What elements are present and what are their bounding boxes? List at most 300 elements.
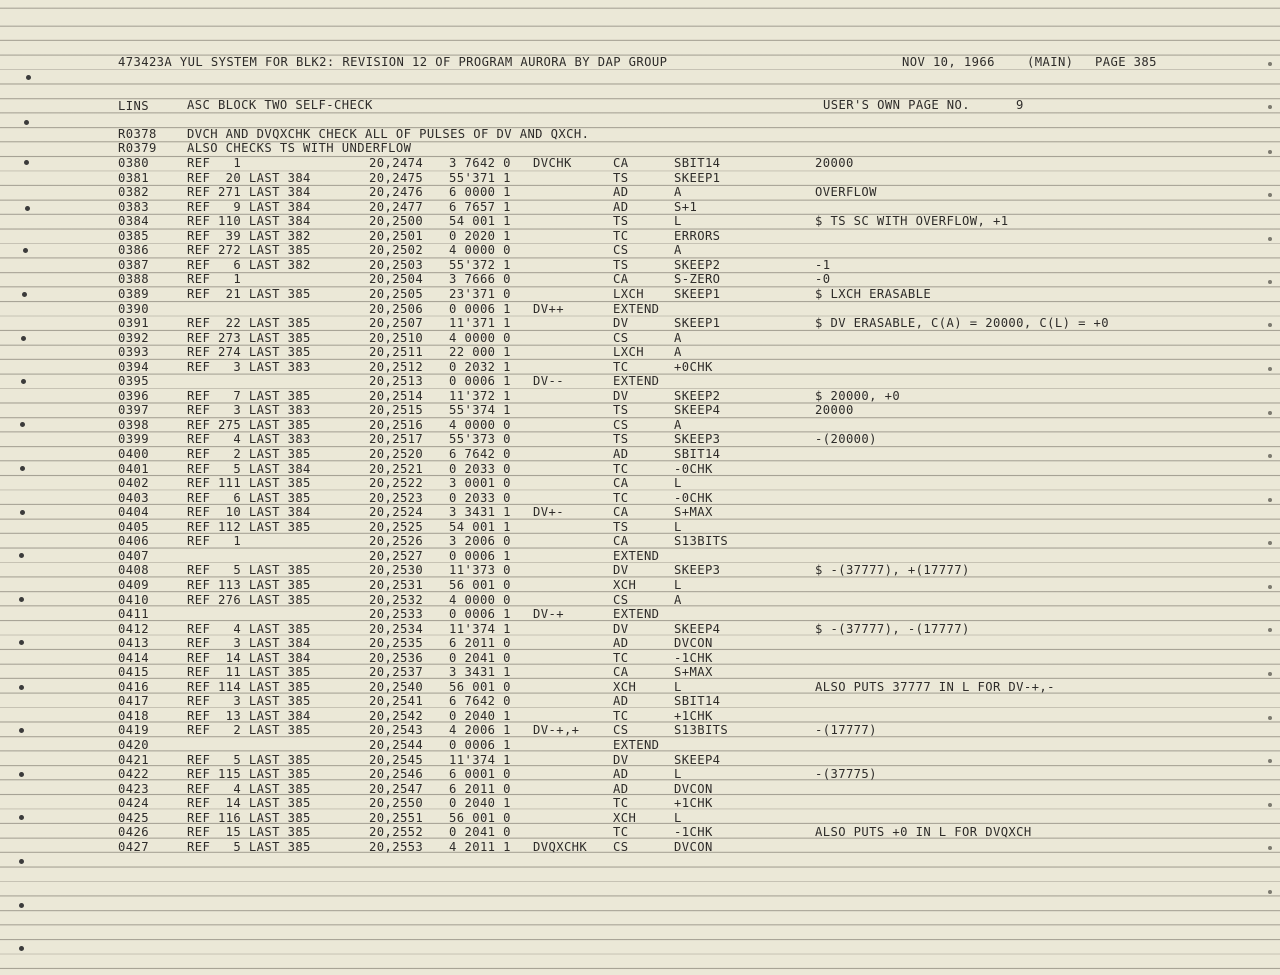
object-code: 23'371 0	[449, 286, 511, 301]
comment: ALSO PUTS +0 IN L FOR DVQXCH	[815, 825, 1032, 840]
address: 20,2516	[369, 417, 424, 432]
line-number: 0424	[118, 796, 149, 811]
address: 20,2502	[369, 243, 424, 258]
line-number: 0421	[118, 752, 149, 767]
object-code: 0 0006 1	[449, 548, 511, 563]
comment: $ TS SC WITH OVERFLOW, +1	[815, 214, 1009, 229]
object-code: 0 0006 1	[449, 301, 511, 316]
address: 20,2544	[369, 738, 424, 752]
object-code: 56 001 0	[449, 810, 511, 825]
opcode: CS	[613, 839, 629, 854]
listing-line	[0, 607, 1280, 622]
opcode: XCH	[613, 810, 637, 825]
operand: DVCON	[674, 636, 713, 651]
ref-column: REF 112 LAST 385	[187, 519, 311, 534]
address: 20,2532	[369, 592, 424, 607]
remark-line	[0, 127, 1280, 142]
opcode: CA	[613, 476, 629, 491]
line-number: 0412	[118, 621, 149, 636]
ref-column: REF 3 LAST 385	[187, 694, 311, 709]
line-number: 0400	[118, 447, 149, 461]
ref-column: REF 111 LAST 385	[187, 476, 311, 491]
operand: SBIT14	[674, 156, 721, 170]
operand: SKEEP4	[674, 621, 721, 636]
address: 20,2541	[369, 694, 424, 709]
listing-line	[0, 171, 1280, 186]
users-page-number: 9	[1016, 98, 1024, 112]
listing-line	[0, 331, 1280, 346]
opcode: AD	[613, 767, 629, 782]
object-code: 0 0006 1	[449, 738, 511, 752]
opcode: TC	[613, 650, 629, 665]
address: 20,2500	[369, 214, 424, 229]
ref-column: REF 5 LAST 385	[187, 839, 311, 854]
ref-column: REF 4 LAST 383	[187, 432, 311, 447]
listing-line	[0, 636, 1280, 651]
listing-line	[0, 767, 1280, 782]
line-number: 0383	[118, 199, 149, 214]
line-number: 0423	[118, 781, 149, 796]
operand: L	[674, 577, 682, 592]
line-number: 0385	[118, 228, 149, 243]
comment: $ 20000, +0	[815, 388, 901, 403]
comment: -0	[815, 272, 831, 287]
address: 20,2510	[369, 330, 424, 345]
ref-column: REF 1	[187, 534, 242, 549]
operand: SKEEP2	[674, 257, 721, 272]
remark-id: R0379	[118, 141, 157, 155]
line-number: 0408	[118, 563, 149, 578]
address: 20,2535	[369, 636, 424, 651]
operand: -0CHK	[674, 490, 713, 505]
operand: SKEEP3	[674, 432, 721, 447]
listing-line	[0, 549, 1280, 564]
opcode: CA	[613, 272, 629, 287]
object-code: 55'374 1	[449, 403, 511, 418]
object-code: 4 2011 1	[449, 839, 511, 854]
address: 20,2514	[369, 388, 424, 403]
log-section-heading: ASC BLOCK TWO SELF-CHECK	[187, 98, 373, 112]
operand: -1CHK	[674, 650, 713, 665]
listing-line	[0, 738, 1280, 753]
listing-line	[0, 578, 1280, 593]
opcode: XCH	[613, 679, 637, 694]
operand: SKEEP4	[674, 403, 721, 418]
ref-column: REF 5 LAST 384	[187, 461, 311, 476]
address: 20,2511	[369, 345, 424, 360]
ref-column: REF 115 LAST 385	[187, 767, 311, 782]
ref-column: REF 5 LAST 385	[187, 563, 311, 578]
opcode: DV	[613, 563, 629, 578]
address: 20,2515	[369, 403, 424, 418]
ref-column: REF 14 LAST 385	[187, 796, 311, 811]
listing-line	[0, 156, 1280, 171]
operand: SBIT14	[674, 447, 721, 461]
comment: OVERFLOW	[815, 185, 877, 200]
object-code: 3 3431 1	[449, 505, 511, 520]
object-code: 55'372 1	[449, 257, 511, 272]
ref-column: REF 4 LAST 385	[187, 781, 311, 796]
line-number: 0380	[118, 156, 149, 170]
listing-line	[0, 563, 1280, 578]
ref-column: REF 114 LAST 385	[187, 679, 311, 694]
opcode: CS	[613, 243, 629, 258]
operand: L	[674, 767, 682, 782]
object-code: 0 2040 1	[449, 708, 511, 723]
ref-column: REF 14 LAST 384	[187, 650, 311, 665]
operand: SKEEP1	[674, 170, 721, 185]
object-code: 6 7657 1	[449, 199, 511, 214]
opcode: XCH	[613, 577, 637, 592]
address: 20,2520	[369, 447, 424, 461]
ref-column: REF 11 LAST 385	[187, 665, 311, 680]
ref-column: REF 271 LAST 384	[187, 185, 311, 200]
operand: A	[674, 185, 682, 200]
ref-column: REF 39 LAST 382	[187, 228, 311, 243]
comment: 20000	[815, 403, 854, 418]
object-code: 0 0006 1	[449, 374, 511, 389]
line-number: 0392	[118, 330, 149, 345]
object-code: 56 001 0	[449, 679, 511, 694]
listing-line	[0, 287, 1280, 302]
line-number: 0381	[118, 170, 149, 185]
address: 20,2553	[369, 839, 424, 854]
operand: A	[674, 417, 682, 432]
line-number: 0396	[118, 388, 149, 403]
address: 20,2547	[369, 781, 424, 796]
opcode: CA	[613, 505, 629, 520]
object-code: 0 2020 1	[449, 228, 511, 243]
operand: DVCON	[674, 781, 713, 796]
object-code: 3 0001 0	[449, 476, 511, 491]
object-code: 0 2041 0	[449, 825, 511, 840]
line-number: 0395	[118, 374, 149, 389]
object-code: 6 0001 0	[449, 767, 511, 782]
object-code: 3 7666 0	[449, 272, 511, 287]
listing-line	[0, 258, 1280, 273]
line-number: 0387	[118, 257, 149, 272]
listing-line	[0, 200, 1280, 215]
line-number: 0425	[118, 810, 149, 825]
operand: S+MAX	[674, 505, 713, 520]
opcode: TS	[613, 214, 629, 229]
listing-line	[0, 825, 1280, 840]
opcode: AD	[613, 781, 629, 796]
object-code: 54 001 1	[449, 214, 511, 229]
ref-column: REF 4 LAST 385	[187, 621, 311, 636]
ref-column: REF 15 LAST 385	[187, 825, 311, 840]
listing-line	[0, 796, 1280, 811]
ref-column: REF 275 LAST 385	[187, 417, 311, 432]
listing-line	[0, 840, 1280, 855]
address: 20,2525	[369, 519, 424, 534]
opcode: LXCH	[613, 286, 644, 301]
listing-line	[0, 360, 1280, 375]
ref-column: REF 3 LAST 383	[187, 359, 311, 374]
line-number: 0401	[118, 461, 149, 476]
opcode: EXTEND	[613, 374, 660, 389]
operand: S+1	[674, 199, 698, 214]
address: 20,2477	[369, 199, 424, 214]
ref-column: REF 10 LAST 384	[187, 505, 311, 520]
opcode: AD	[613, 199, 629, 214]
line-number: 0419	[118, 723, 149, 738]
comment: $ DV ERASABLE, C(A) = 20000, C(L) = +0	[815, 316, 1110, 331]
line-number: 0403	[118, 490, 149, 505]
users-page-label: USER'S OWN PAGE NO.	[823, 98, 971, 112]
opcode: TC	[613, 490, 629, 505]
listing-date: NOV 10, 1966	[902, 55, 995, 69]
operand: L	[674, 679, 682, 694]
address: 20,2551	[369, 810, 424, 825]
address: 20,2476	[369, 185, 424, 200]
line-number: 0405	[118, 519, 149, 534]
listing-line	[0, 593, 1280, 608]
ref-column: REF 2 LAST 385	[187, 447, 311, 461]
listing-line	[0, 403, 1280, 418]
operand: SKEEP4	[674, 752, 721, 767]
listing-line	[0, 447, 1280, 462]
operand: SBIT14	[674, 694, 721, 709]
line-number: 0386	[118, 243, 149, 258]
opcode: EXTEND	[613, 548, 660, 563]
opcode: TC	[613, 708, 629, 723]
opcode: EXTEND	[613, 738, 660, 752]
object-code: 11'371 1	[449, 316, 511, 331]
location-label: DV-+,+	[533, 723, 580, 738]
location-label: DV--	[533, 374, 564, 389]
operand: L	[674, 519, 682, 534]
opcode: DV	[613, 621, 629, 636]
operand: A	[674, 592, 682, 607]
listing-line	[0, 243, 1280, 258]
listing-line	[0, 462, 1280, 477]
opcode: CS	[613, 417, 629, 432]
ref-column: REF 20 LAST 384	[187, 170, 311, 185]
listing-line	[0, 665, 1280, 680]
address: 20,2506	[369, 301, 424, 316]
line-number: 0382	[118, 185, 149, 200]
line-number: 0398	[118, 417, 149, 432]
address: 20,2540	[369, 679, 424, 694]
listing-line	[0, 432, 1280, 447]
ref-column: REF 274 LAST 385	[187, 345, 311, 360]
operand: L	[674, 810, 682, 825]
opcode: TC	[613, 359, 629, 374]
operand: L	[674, 476, 682, 491]
line-number: 0397	[118, 403, 149, 418]
page-number: PAGE 385	[1095, 55, 1157, 69]
line-number: 0406	[118, 534, 149, 549]
ref-column: REF 3 LAST 384	[187, 636, 311, 651]
opcode: DV	[613, 752, 629, 767]
address: 20,2543	[369, 723, 424, 738]
address: 20,2545	[369, 752, 424, 767]
listing-line	[0, 418, 1280, 433]
listing-line	[0, 694, 1280, 709]
object-code: 11'373 0	[449, 563, 511, 578]
ref-column: REF 9 LAST 384	[187, 199, 311, 214]
ref-column: REF 272 LAST 385	[187, 243, 311, 258]
address: 20,2501	[369, 228, 424, 243]
line-number: 0420	[118, 738, 149, 752]
object-code: 4 0000 0	[449, 592, 511, 607]
listing-line	[0, 782, 1280, 797]
line-number: 0427	[118, 839, 149, 854]
ref-column: REF 1	[187, 272, 242, 287]
listing-line	[0, 389, 1280, 404]
address: 20,2531	[369, 577, 424, 592]
comment: $ -(37777), +(17777)	[815, 563, 970, 578]
opcode: DV	[613, 316, 629, 331]
object-code: 11'372 1	[449, 388, 511, 403]
object-code: 4 0000 0	[449, 417, 511, 432]
listing-line	[0, 302, 1280, 317]
ref-column: REF 5 LAST 385	[187, 752, 311, 767]
line-number: 0417	[118, 694, 149, 709]
object-code: 22 000 1	[449, 345, 511, 360]
operand: A	[674, 345, 682, 360]
listing-line	[0, 505, 1280, 520]
object-code: 11'374 1	[449, 752, 511, 767]
comment: -(20000)	[815, 432, 877, 447]
address: 20,2527	[369, 548, 424, 563]
line-number: 0415	[118, 665, 149, 680]
location-label: DVCHK	[533, 156, 572, 170]
address: 20,2523	[369, 490, 424, 505]
opcode: TC	[613, 825, 629, 840]
listing-section: (MAIN)	[1027, 55, 1074, 69]
operand: +1CHK	[674, 796, 713, 811]
opcode: CS	[613, 330, 629, 345]
operand: A	[674, 330, 682, 345]
opcode: EXTEND	[613, 607, 660, 622]
line-number: 0407	[118, 548, 149, 563]
listing-line	[0, 709, 1280, 724]
remark-text: DVCH AND DVQXCHK CHECK ALL OF PULSES OF DV AND QXCH.	[187, 127, 590, 141]
address: 20,2512	[369, 359, 424, 374]
address: 20,2536	[369, 650, 424, 665]
object-code: 6 2011 0	[449, 636, 511, 651]
opcode: EXTEND	[613, 301, 660, 316]
object-code: 11'374 1	[449, 621, 511, 636]
comment: ALSO PUTS 37777 IN L FOR DV-+,-	[815, 679, 1055, 694]
operand: S-ZERO	[674, 272, 721, 287]
operand: +0CHK	[674, 359, 713, 374]
listing-line	[0, 753, 1280, 768]
comment: -(37775)	[815, 767, 877, 782]
line-number: 0399	[118, 432, 149, 447]
comment: -1	[815, 257, 831, 272]
comment: -(17777)	[815, 723, 877, 738]
operand: ERRORS	[674, 228, 721, 243]
line-number: 0416	[118, 679, 149, 694]
operand: DVCON	[674, 839, 713, 854]
opcode: TS	[613, 519, 629, 534]
location-label: DV-+	[533, 607, 564, 622]
location-label: DVQXCHK	[533, 839, 588, 854]
object-code: 6 7642 0	[449, 694, 511, 709]
ref-column: REF 21 LAST 385	[187, 286, 311, 301]
line-number: 0390	[118, 301, 149, 316]
listing-line	[0, 316, 1280, 331]
ref-column: REF 276 LAST 385	[187, 592, 311, 607]
listing-line	[0, 622, 1280, 637]
listing-line	[0, 476, 1280, 491]
object-code: 4 0000 0	[449, 243, 511, 258]
listing-line	[0, 345, 1280, 360]
listing-line	[0, 229, 1280, 244]
object-code: 0 0006 1	[449, 607, 511, 622]
operand: +1CHK	[674, 708, 713, 723]
listing-line	[0, 651, 1280, 666]
object-code: 0 2033 0	[449, 461, 511, 476]
opcode: AD	[613, 694, 629, 709]
opcode: CA	[613, 665, 629, 680]
lins-label: LINS	[118, 99, 149, 113]
operand: -1CHK	[674, 825, 713, 840]
listing-line	[0, 272, 1280, 287]
object-code: 3 2006 0	[449, 534, 511, 549]
address: 20,2521	[369, 461, 424, 476]
opcode: TS	[613, 403, 629, 418]
line-number: 0414	[118, 650, 149, 665]
line-number: 0402	[118, 476, 149, 491]
location-label: DV+-	[533, 505, 564, 520]
ref-column: REF 116 LAST 385	[187, 810, 311, 825]
operand: -0CHK	[674, 461, 713, 476]
address: 20,2505	[369, 286, 424, 301]
opcode: AD	[613, 185, 629, 200]
address: 20,2552	[369, 825, 424, 840]
listing-line	[0, 534, 1280, 549]
opcode: TS	[613, 257, 629, 272]
opcode: TC	[613, 796, 629, 811]
listing-title: 473423A YUL SYSTEM FOR BLK2: REVISION 12 OF PROGRAM AURORA BY DAP GROUP	[118, 55, 668, 69]
object-code: 3 7642 0	[449, 156, 511, 170]
line-number: 0404	[118, 505, 149, 520]
address: 20,2546	[369, 767, 424, 782]
ref-column: REF 22 LAST 385	[187, 316, 311, 331]
address: 20,2533	[369, 607, 424, 622]
operand: A	[674, 243, 682, 258]
address: 20,2504	[369, 272, 424, 287]
address: 20,2513	[369, 374, 424, 389]
object-code: 0 2032 1	[449, 359, 511, 374]
object-code: 4 0000 0	[449, 330, 511, 345]
ref-column: REF 110 LAST 384	[187, 214, 311, 229]
opcode: CA	[613, 534, 629, 549]
line-number: 0384	[118, 214, 149, 229]
operand: SKEEP2	[674, 388, 721, 403]
listing-line	[0, 374, 1280, 389]
line-number: 0410	[118, 592, 149, 607]
address: 20,2526	[369, 534, 424, 549]
line-number: 0394	[118, 359, 149, 374]
object-code: 6 2011 0	[449, 781, 511, 796]
address: 20,2507	[369, 316, 424, 331]
operand: S13BITS	[674, 723, 729, 738]
ref-column: REF 113 LAST 385	[187, 577, 311, 592]
listing-line	[0, 185, 1280, 200]
object-code: 55'371 1	[449, 170, 511, 185]
object-code: 0 2033 0	[449, 490, 511, 505]
address: 20,2474	[369, 156, 424, 170]
address: 20,2537	[369, 665, 424, 680]
address: 20,2522	[369, 476, 424, 491]
ref-column: REF 7 LAST 385	[187, 388, 311, 403]
operand: SKEEP1	[674, 286, 721, 301]
